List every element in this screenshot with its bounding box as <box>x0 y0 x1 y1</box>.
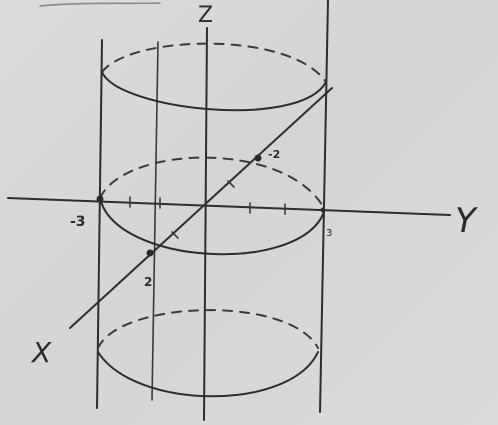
guide-line-left <box>152 42 158 400</box>
z-axis <box>204 28 207 420</box>
bottom-ellipse-front <box>98 352 318 396</box>
top-ellipse-back <box>102 44 326 82</box>
y-axis <box>8 198 450 215</box>
bottom-ellipse-back <box>98 310 318 348</box>
y-axis-label: Y <box>455 201 476 241</box>
point-y-negative <box>97 196 104 203</box>
x-positive-label: 2 <box>144 275 153 289</box>
point-x-negative <box>255 155 262 162</box>
y-positive-label: 3 <box>326 228 333 239</box>
top-ellipse-front <box>102 72 326 110</box>
cylinder-right-edge <box>320 0 328 412</box>
point-x-positive <box>147 250 154 257</box>
y-negative-label: -3 <box>70 214 86 230</box>
x-axis-label: X <box>32 336 52 369</box>
x-axis-tick <box>228 181 234 187</box>
middle-ellipse-back <box>100 158 324 208</box>
z-axis-label: Z <box>198 3 214 28</box>
point-y-positive <box>321 208 326 213</box>
top-scribble <box>40 3 160 6</box>
x-negative-label: -2 <box>268 148 281 161</box>
